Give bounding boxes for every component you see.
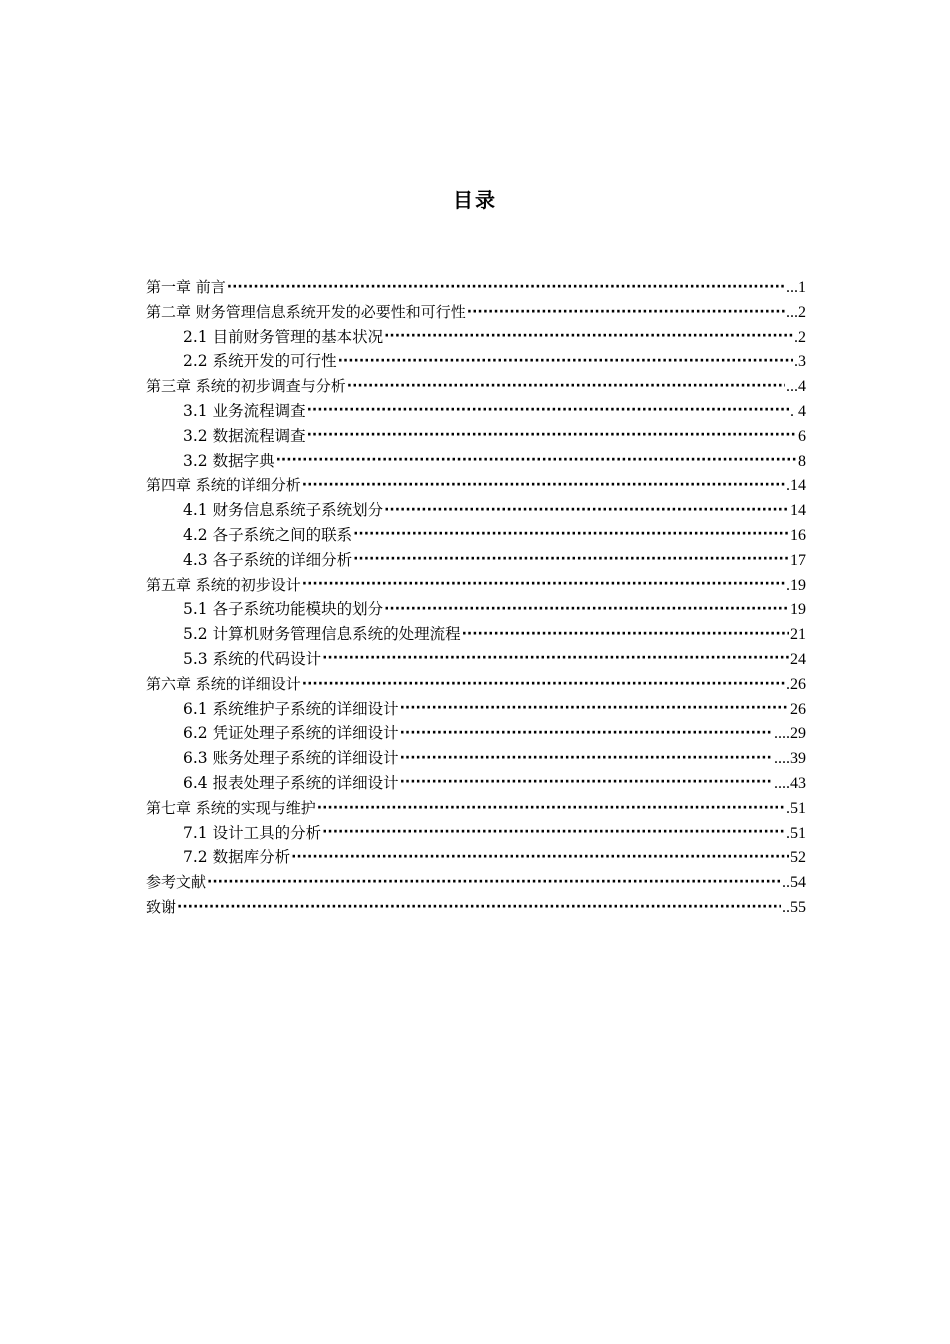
toc-entry-label: 第五章 系统的初步设计 <box>146 575 301 594</box>
toc-section-entry[interactable] <box>146 399 806 424</box>
toc-chapter-entry[interactable] <box>146 672 806 697</box>
toc-page-number: . 4 <box>790 402 806 420</box>
toc-page-number: ...4 <box>786 378 806 396</box>
toc-page-number: 52 <box>790 849 806 867</box>
toc-dot-leader <box>338 351 793 367</box>
toc-chapter-entry[interactable] <box>146 473 806 498</box>
toc-page-number: ..54 <box>782 874 806 892</box>
toc-page-number: 17 <box>790 551 806 569</box>
toc-entry-label: 5.2 计算机财务管理信息系统的处理流程 <box>183 625 461 644</box>
toc-entry-label: 3.2 数据字典 <box>183 451 275 470</box>
toc-dot-leader <box>227 277 785 292</box>
toc-section-entry[interactable] <box>146 746 806 771</box>
toc-page-number: 24 <box>790 650 806 668</box>
toc-section-entry[interactable] <box>146 821 806 846</box>
toc-dot-leader <box>307 425 797 441</box>
toc-chapter-entry[interactable] <box>146 796 806 821</box>
toc-dot-leader <box>384 326 793 342</box>
toc-dot-leader <box>347 376 785 391</box>
toc-dot-leader <box>467 302 785 317</box>
toc-entry-label: 参考文献 <box>146 873 207 892</box>
toc-entry-label: 7.2 数据库分析 <box>183 848 291 867</box>
toc-dot-leader <box>302 475 785 490</box>
toc-entry-label: 5.1 各子系统功能模块的划分 <box>183 600 384 619</box>
toc-page-number: .19 <box>786 576 806 594</box>
toc-section-entry[interactable] <box>146 597 806 622</box>
toc-entry-label: 2.2 系统开发的可行性 <box>183 352 337 371</box>
toc-section-entry[interactable] <box>146 424 806 449</box>
toc-page-number: 19 <box>790 601 806 619</box>
toc-dot-leader <box>400 723 773 739</box>
toc-entry-label: 第七章 系统的实现与维护 <box>146 798 316 817</box>
toc-dot-leader <box>322 822 785 838</box>
table-of-contents <box>146 275 806 920</box>
toc-entry-label: 4.3 各子系统的详细分析 <box>183 550 353 569</box>
toc-entry-label: 第三章 系统的初步调查与分析 <box>146 377 346 396</box>
toc-page-number: 8 <box>798 452 806 470</box>
toc-chapter-entry[interactable] <box>146 374 806 399</box>
toc-page-number: .51 <box>786 824 806 842</box>
toc-section-entry[interactable] <box>146 647 806 672</box>
toc-entry-label: 第六章 系统的详细设计 <box>146 674 301 693</box>
toc-page-number: .2 <box>794 328 806 346</box>
toc-dot-leader <box>400 748 773 764</box>
toc-dot-leader <box>317 798 785 813</box>
toc-page-number: 21 <box>790 626 806 644</box>
toc-section-entry[interactable] <box>146 449 806 474</box>
toc-dot-leader <box>400 772 773 788</box>
toc-chapter-entry[interactable] <box>146 870 806 895</box>
toc-page-number: .51 <box>786 799 806 817</box>
toc-page-number: 14 <box>790 502 806 520</box>
toc-entry-label: 4.1 财务信息系统子系统划分 <box>183 501 384 520</box>
toc-entry-label: 3.1 业务流程调查 <box>183 401 306 420</box>
toc-page-number: ...2 <box>786 303 806 321</box>
toc-section-entry[interactable] <box>146 771 806 796</box>
toc-page-number: .14 <box>786 477 806 495</box>
toc-page-number: 16 <box>790 526 806 544</box>
toc-entry-label: 6.2 凭证处理子系统的详细设计 <box>183 724 399 743</box>
toc-chapter-entry[interactable] <box>146 300 806 325</box>
toc-dot-leader <box>353 549 789 565</box>
toc-dot-leader <box>384 599 789 615</box>
toc-chapter-entry[interactable] <box>146 573 806 598</box>
toc-dot-leader <box>177 897 781 912</box>
toc-entry-label: 6.3 账务处理子系统的详细设计 <box>183 749 399 768</box>
toc-section-entry[interactable] <box>146 325 806 350</box>
toc-section-entry[interactable] <box>146 845 806 870</box>
toc-section-entry[interactable] <box>146 697 806 722</box>
toc-dot-leader <box>291 847 789 863</box>
toc-entry-label: 3.2 数据流程调查 <box>183 426 306 445</box>
toc-page-number: ...1 <box>786 279 806 296</box>
toc-dot-leader <box>302 674 785 689</box>
toc-section-entry[interactable] <box>146 548 806 573</box>
toc-title: 目录 <box>453 188 497 212</box>
toc-chapter-entry[interactable] <box>146 275 806 300</box>
toc-dot-leader <box>276 450 797 466</box>
toc-entry-label: 5.3 系统的代码设计 <box>183 649 322 668</box>
toc-page-number: ..55 <box>782 898 806 916</box>
toc-page-number: 26 <box>790 700 806 718</box>
toc-entry-label: 7.1 设计工具的分析 <box>183 823 322 842</box>
toc-section-entry[interactable] <box>146 721 806 746</box>
toc-section-entry[interactable] <box>146 523 806 548</box>
toc-entry-label: 第一章 前言 <box>146 278 226 296</box>
toc-entry-label: 4.2 各子系统之间的联系 <box>183 525 353 544</box>
toc-page-number: ....39 <box>774 750 806 768</box>
toc-section-entry[interactable] <box>146 622 806 647</box>
toc-dot-leader <box>302 575 785 590</box>
toc-dot-leader <box>207 872 781 887</box>
toc-page-number: 6 <box>798 427 806 445</box>
toc-dot-leader <box>384 500 789 516</box>
toc-entry-label: 致谢 <box>146 897 177 916</box>
toc-entry-label: 第四章 系统的详细分析 <box>146 476 301 495</box>
toc-entry-label: 6.4 报表处理子系统的详细设计 <box>183 773 399 792</box>
toc-chapter-entry[interactable] <box>146 895 806 920</box>
toc-page-number: ....29 <box>774 725 806 743</box>
toc-section-entry[interactable] <box>146 498 806 523</box>
toc-entry-label: 第二章 财务管理信息系统开发的必要性和可行性 <box>146 302 466 321</box>
toc-section-entry[interactable] <box>146 349 806 374</box>
toc-page-number: .26 <box>786 675 806 693</box>
toc-dot-leader <box>353 524 789 540</box>
toc-dot-leader <box>307 400 789 416</box>
toc-dot-leader <box>322 648 789 664</box>
toc-page-number: ....43 <box>774 774 806 792</box>
toc-page-number: .3 <box>794 353 806 371</box>
toc-dot-leader <box>400 698 789 714</box>
toc-entry-label: 2.1 目前财务管理的基本状况 <box>183 327 384 346</box>
toc-dot-leader <box>462 624 789 640</box>
toc-entry-label: 6.1 系统维护子系统的详细设计 <box>183 699 399 718</box>
